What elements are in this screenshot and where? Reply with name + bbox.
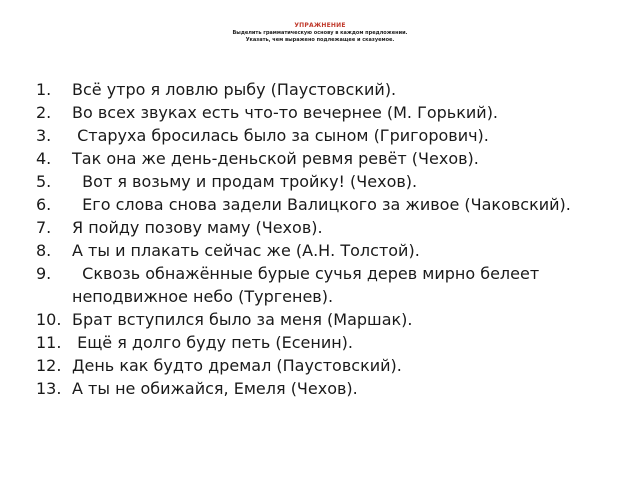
item-number: 3. <box>36 126 52 145</box>
list-item <box>36 78 616 101</box>
item-text: Во всех звуках есть что-то вечернее (М. Горький). <box>72 103 499 122</box>
item-text: Так она же день-деньской ревмя ревёт (Чехов). <box>72 149 479 168</box>
list-item <box>36 354 616 377</box>
item-number: 12. <box>36 356 62 375</box>
item-number: 5. <box>36 172 52 191</box>
item-number: 1. <box>36 80 52 99</box>
item-number: 9. <box>36 264 52 283</box>
list-item <box>36 101 616 124</box>
item-text: Вот я возьму и продам тройку! (Чехов). <box>72 172 418 191</box>
list-item <box>36 193 616 216</box>
item-number: 6. <box>36 195 52 214</box>
exercise-instruction-1: Выделить грамматическую основу в каждом предложении. <box>232 30 408 36</box>
exercise-title: УПРАЖНЕНИЕ <box>294 22 346 29</box>
list-item <box>36 308 616 331</box>
item-text: Я пойду позову маму (Чехов). <box>72 218 323 237</box>
list-item <box>36 216 616 239</box>
item-number: 4. <box>36 149 52 168</box>
list-item <box>36 170 616 193</box>
list-item <box>36 331 616 354</box>
list-item <box>36 262 616 308</box>
item-number: 11. <box>36 333 62 352</box>
item-text: А ты и плакать сейчас же (А.Н. Толстой). <box>72 241 420 260</box>
list-item <box>36 377 616 400</box>
sentence-list <box>36 78 616 400</box>
item-number: 10. <box>36 310 62 329</box>
item-text: Сквозь обнажённые бурые сучья дерев мирно белеет неподвижное небо (Тургенев). <box>72 264 545 306</box>
exercise-header <box>0 22 640 44</box>
item-text: Брат вступился было за меня (Маршак). <box>72 310 413 329</box>
item-text: А ты не обижайся, Емеля (Чехов). <box>72 379 358 398</box>
item-text: Ещё я долго буду петь (Есенин). <box>72 333 354 352</box>
item-number: 2. <box>36 103 52 122</box>
item-text: Старуха бросилась было за сыном (Григорович). <box>72 126 489 145</box>
item-number: 7. <box>36 218 52 237</box>
item-text: День как будто дремал (Паустовский). <box>72 356 402 375</box>
list-item <box>36 147 616 170</box>
list-item <box>36 239 616 262</box>
list-item <box>36 124 616 147</box>
exercise-instruction-2: Указать, чем выражено подлежащее и сказуемое. <box>245 37 395 43</box>
item-text: Всё утро я ловлю рыбу (Паустовский). <box>72 80 397 99</box>
item-number: 13. <box>36 379 62 398</box>
item-text: Его слова снова задели Валицкого за живое (Чаковский). <box>72 195 571 214</box>
item-number: 8. <box>36 241 52 260</box>
